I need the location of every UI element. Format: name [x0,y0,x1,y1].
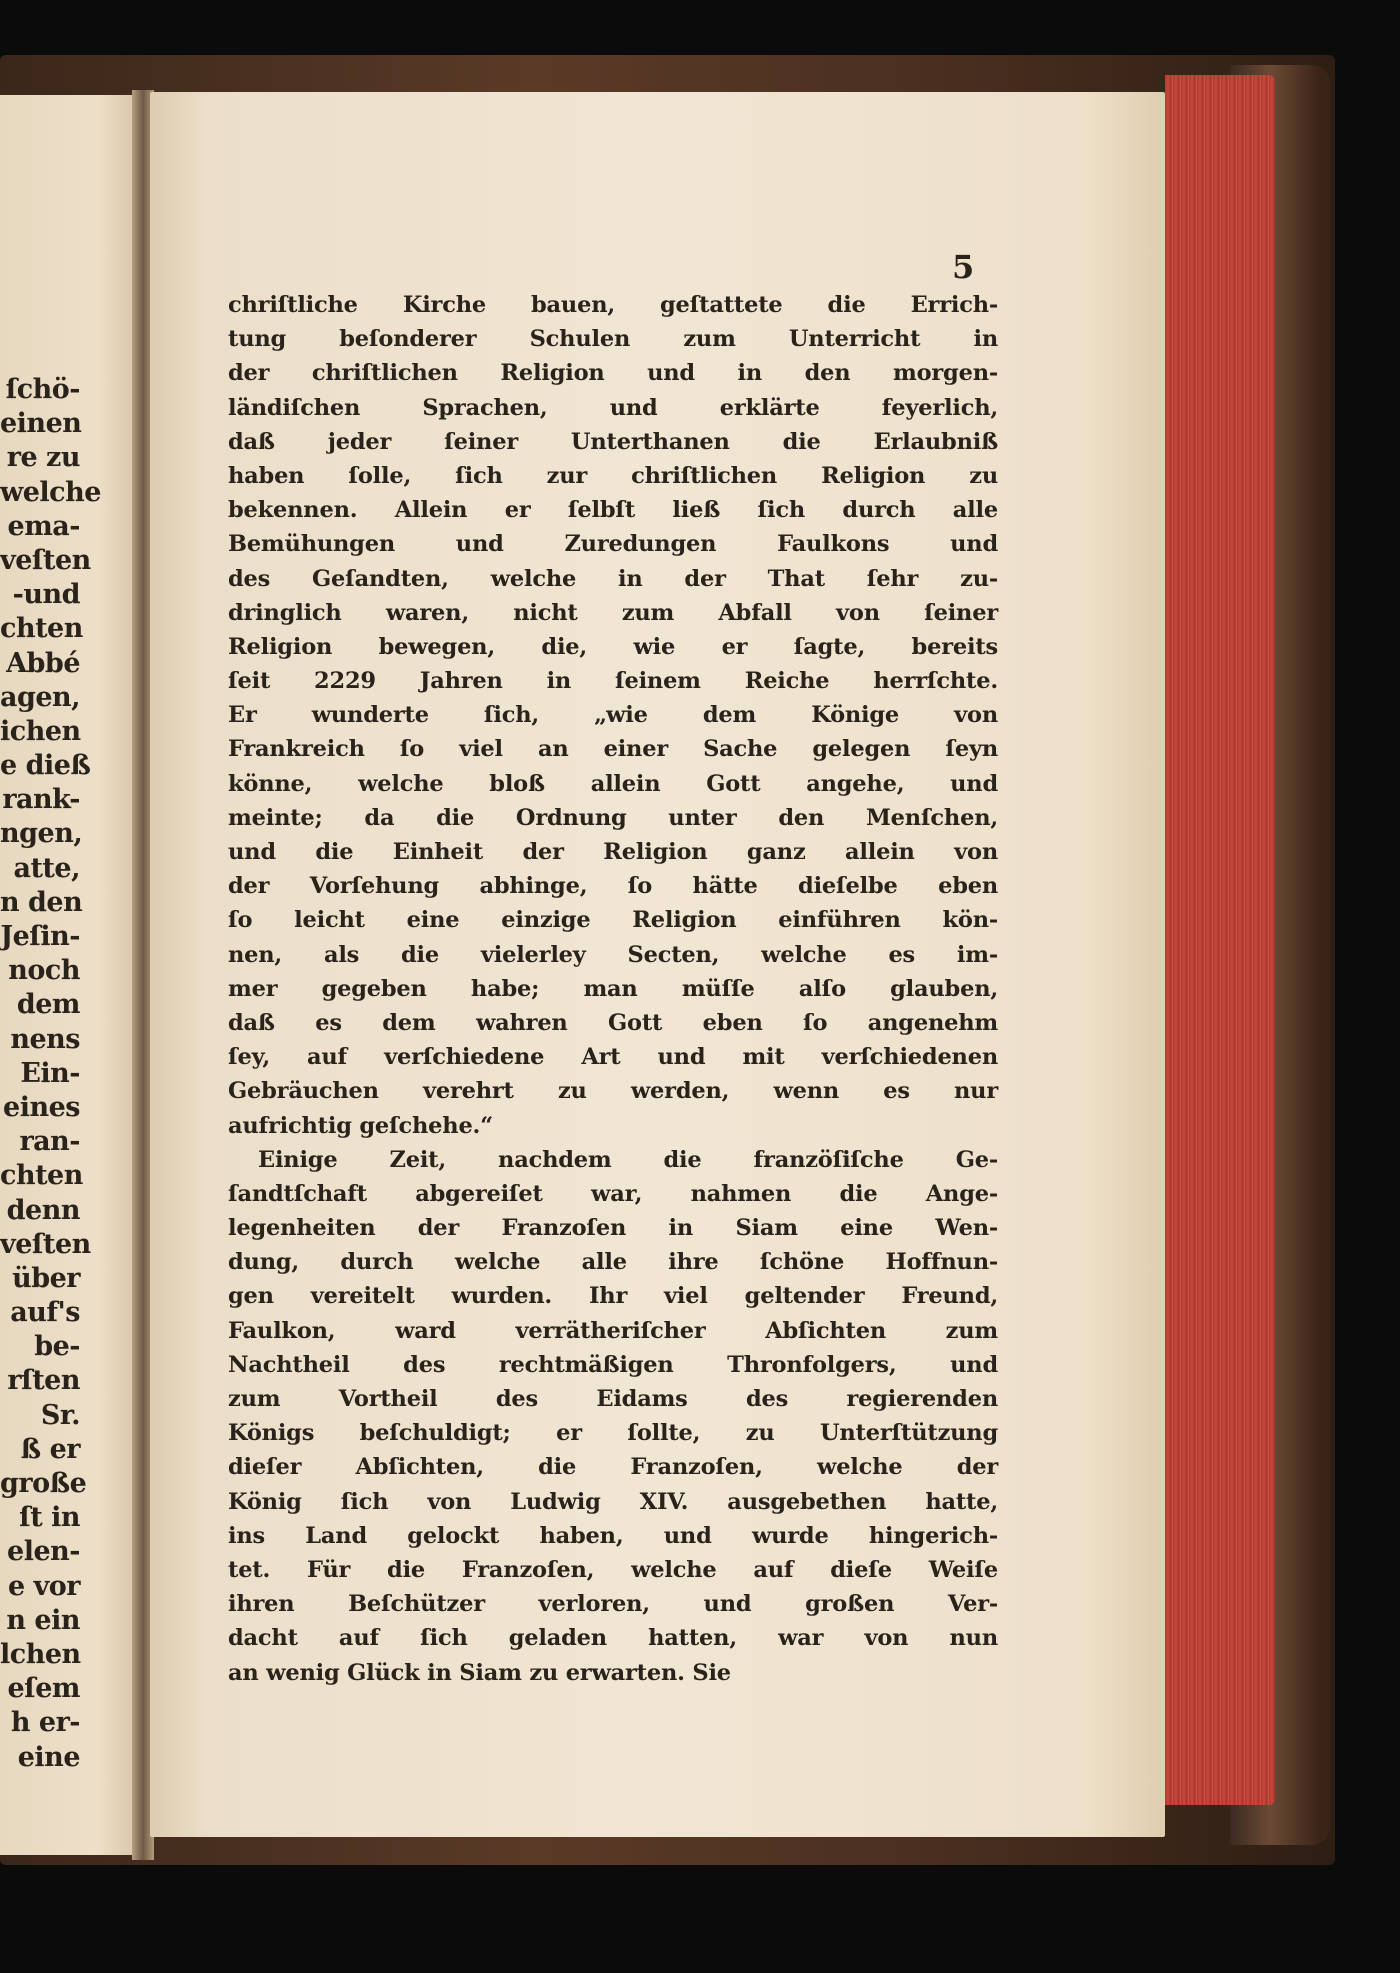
left-text-line: ſt in [19,1502,80,1534]
text-line: ihren Beſchützer verloren, und großen Ver- [228,1591,998,1618]
left-text-line: Jeſin- [0,921,80,952]
text-line: ſandtſchaft abgereiſet war, nahmen die Ange- [228,1180,998,1207]
text-line: dung, durch welche alle ihre ſchöne Hoffnun- [228,1249,998,1276]
left-text-line: ngen, [0,818,83,850]
text-line: ſeit 2229 Jahren in ſeinem Reiche herrſchte. [228,668,998,695]
text-line: Frankreich ſo viel an einer Sache gelegen ſeyn [228,736,998,763]
page-edges [1165,75,1275,1805]
left-text-line: chten [0,1160,83,1192]
text-line: tung beſonderer Schulen zum Unterricht in [228,326,998,353]
left-text-line: große [0,1468,87,1499]
text-line: könne, welche bloß allein Gott angehe, und [228,770,998,797]
text-line: mer gegeben habe; man müſſe alſo glauben, [228,975,998,1002]
left-text-line: elen- [7,1536,80,1568]
left-text-line: Ein- [20,1057,80,1089]
text-line: und die Einheit der Religion ganz allein von [228,839,998,865]
text-line: dieſer Abſichten, die Franzoſen, welche der [228,1454,998,1481]
left-text-line: rſten [7,1365,80,1397]
text-line: daß jeder ſeiner Unterthanen die Erlaubniß [228,428,998,455]
left-text-line: über [12,1262,80,1294]
left-text-line: agen, [0,681,81,713]
left-text-line: re zu [6,442,80,474]
text-line: ins Land gelockt haben, und wurde hingerich- [228,1522,998,1549]
left-text-line: dem [16,989,80,1021]
left-text-line: be- [34,1331,80,1363]
left-text-line: welche [0,476,101,508]
left-text-line: ema- [7,510,80,542]
text-line: der chriſtlichen Religion und in den morgen- [228,360,998,387]
left-text-line: n ein [6,1604,80,1636]
text-line: gen vereitelt wurden. Ihr viel geltender Freund, [228,1283,998,1310]
text-line: Religion bewegen, die, wie er ſagte, bereits [228,633,998,660]
left-text-line: h er- [10,1707,80,1739]
text-line: an wenig Glück in Siam zu erwarten. Sie [228,1659,731,1686]
left-text-line: chten [0,613,83,645]
left-text-line: Abbé [6,647,80,679]
left-text-line: Sr. [40,1399,80,1431]
left-text-line: ichen [0,715,81,747]
left-text-line: rank- [2,784,80,816]
left-text-line: noch [8,955,80,987]
page-number: 5 [952,248,975,286]
text-line: dacht auf ſich geladen hatten, war von nun [228,1625,998,1652]
left-text-line: e dieß [0,750,91,782]
left-text-line: ſchö- [5,374,80,405]
text-line: zum Vortheil des Eidams des regierenden [228,1386,998,1412]
text-line: der Vorſehung abhinge, ſo hätte dieſelbe eben [228,873,998,900]
left-text-line: eine [17,1741,80,1773]
text-line: des Geſandten, welche in der That ſehr zu- [228,565,998,592]
text-line: legenheiten der Franzoſen in Siam eine Wen- [228,1215,998,1242]
text-line: tet. Für die Franzoſen, welche auf dieſe Weiſe [228,1556,998,1583]
left-text-line: auf's [10,1297,80,1329]
text-line: Er wunderte ſich, „wie dem Könige von [228,702,998,729]
text-line: aufrichtig geſchehe.“ [228,1112,493,1139]
text-line: haben ſolle, ſich zur chriſtlichen Religion zu [228,462,998,489]
text-line: dringlich waren, nicht zum Abfall von ſeiner [228,599,998,626]
left-text-line: lchen [0,1638,81,1670]
left-text-line: eſem [7,1673,80,1705]
left-text-line: veſten [0,1228,91,1260]
left-text-line: n den [0,886,83,918]
text-line: Nachtheil des rechtmäßigen Thronfolgers, und [228,1351,998,1378]
left-page-text [0,373,101,1775]
left-text-line: nens [10,1023,80,1055]
text-line: nen, als die vielerley Secten, welche es im- [228,941,998,968]
left-text-line: einen [0,408,82,440]
page-text [228,288,998,1690]
left-text-line: denn [6,1194,80,1226]
left-text-line: atte, [13,852,80,884]
text-line: ſey, auf verſchiedene Art und mit verſchiedenen [228,1044,998,1071]
text-line: bekennen. Allein er ſelbſt ließ ſich durch alle [228,497,998,524]
text-line: ſo leicht eine einzige Religion einführen kön- [228,907,998,934]
left-text-line: ß er [20,1433,80,1465]
text-line: Faulkon, ward verrätheriſcher Abſichten zum [228,1317,998,1344]
text-line: meinte; da die Ordnung unter den Menſchen, [228,804,998,831]
text-line: chriſtliche Kirche bauen, geſtattete die Errich- [228,292,998,318]
left-text-line: ran- [19,1126,80,1158]
text-line: Bemühungen und Zuredungen Faulkons und [228,531,998,558]
left-text-line: -und [12,579,80,611]
text-line: Königs beſchuldigt; er ſollte, zu Unterſtützung [228,1420,998,1447]
text-line: Einige Zeit, nachdem die franzöſiſche Ge- [258,1146,998,1173]
left-text-line: veſten [0,544,91,576]
left-page [0,95,140,1855]
text-line: Gebräuchen verehrt zu werden, wenn es nur [228,1078,998,1105]
text-line: ländiſchen Sprachen, und erklärte feyerlich, [228,394,998,421]
text-line: daß es dem wahren Gott eben ſo angenehm [228,1009,998,1036]
left-text-line: e vor [7,1570,80,1602]
left-text-line: eines [3,1091,80,1123]
text-line: König ſich von Ludwig XIV. ausgebethen hatte, [228,1488,998,1515]
